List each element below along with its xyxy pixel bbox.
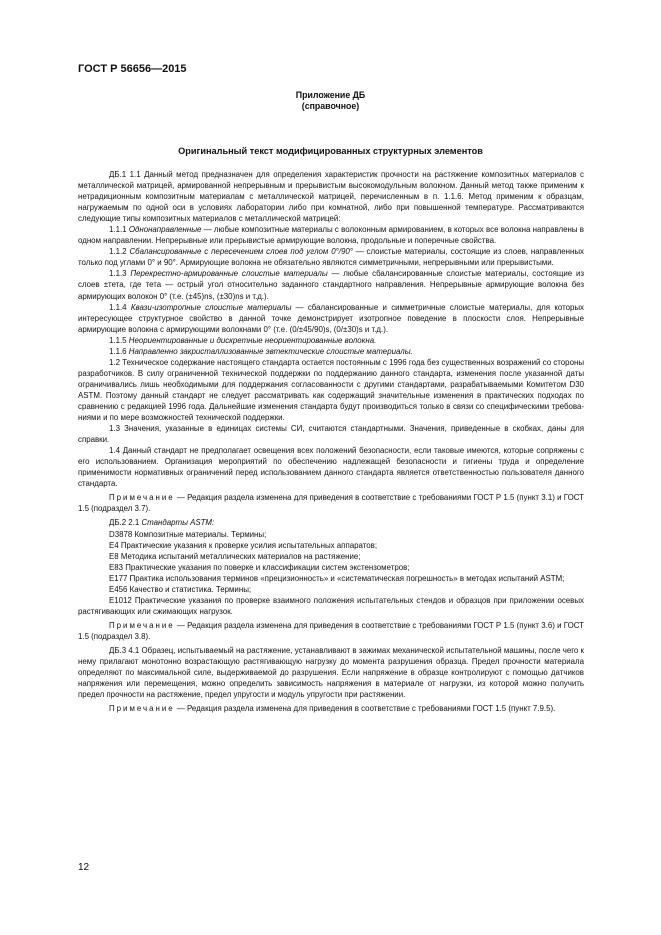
- paragraph: 1.3 Значения, указанные в единицах системы СИ, считаются стандартными. Значения, приведенные в скобках, даны для справки.: [78, 424, 584, 445]
- paragraph: E8 Методика испытаний металлических материалов на растяжение;: [109, 551, 361, 561]
- paragraph: 1.1.5 Неориентированные и дискретные неориентированные волокна.: [109, 335, 377, 345]
- paragraph: E1012 Практические указания по проверке взаимного положения испытательных стендов и образцов при приложении осевых растягивающих или сжимающих нагрузок.: [78, 595, 584, 616]
- paragraph: E177 Практика использования терминов «прецизионность» и «систематическая погрешность» в методах испытаний ASTM;: [109, 573, 565, 583]
- document-header: ГОСТ Р 56656—2015: [78, 63, 187, 75]
- paragraph: 1.1.2 Сбалансированные с пересечением слоев под углом 0°/90° — слоистые материалы, состоящие из слоев, направленных только под углами 0° и 90°. Армирующие волокна не обязательно являются симметричными, непрерывными или прерывистыми.: [78, 247, 585, 268]
- paragraph: 1.1.4 Квази-изотропные слоистые материалы — сбалансированные и симметричные слоистые материалы, для которых интересующее структурное свойство в данной точке демонстрирует изотропное поведение в плоскости слоя. Непрерывные армирующие волокна с армирующими волокнами 0° (т.е. (0/±45/90)s, (0/±30)s и т.д.).: [78, 302, 585, 334]
- note-label: Примечание: [109, 620, 175, 630]
- page-number: 12: [78, 862, 90, 873]
- paragraph: E4 Практические указания к проверке усилия испытательных аппаратов;: [109, 540, 378, 550]
- paragraph: 1.1.6 Направленно закристаллизованные эвтектические слоистые материалы.: [109, 346, 413, 356]
- note-label: Примечание: [109, 704, 175, 714]
- paragraph: 1.1.1 Однонаправленные — любые композитные материалы с волоконным армированием, в которых все волокна направлены в одном направлении. Непрерывные или прерывистые армирующие волокна, продольные и поперечные свойства.: [78, 225, 584, 246]
- note-label: Примечание: [109, 493, 175, 503]
- paragraph: ДБ.2 2.1 Стандарты ASTM:: [109, 518, 215, 528]
- appendix-subtitle: (справочное): [301, 101, 360, 111]
- paragraph: 1.4 Данный стандарт не предполагает освещения всех положений безопасности, если таковые имеются, которые сопряжены с его использованием. Организация мероприятий по обеспечению надлежащей безопасности и гигиены труда и определение применимости нормативных ограничений перед использованием данного стандарта является ответственностью пользователя данного стандарта.: [78, 446, 584, 489]
- document-body: [78, 169, 584, 714]
- paragraph: 1.2 Техническое содержание настоящего стандарта остается постоянным с 1996 года без существенных возражений со стороны разработчиков. В силу ограниченной технической поддержки по поддержанию данного стандарта, изменения после указанной даты ограничивались лишь необходимыми для поддержания согласованности с другими стандартами, разрабатываемыми Комитетом D30 ASTM. Поэтому данный стандарт не следует рассматривать как содержащий значительные изменения в практических подходах по сравнению с редакцией 1996 года. Дальнейшие изменения стандарта будут производиться только в связи со специфическими требованиями и по мере возможностей технической поддержки.: [78, 357, 584, 423]
- appendix-title: Приложение ДБ: [295, 90, 366, 100]
- paragraph: E456 Качество и статистика. Термины;: [109, 584, 252, 594]
- paragraph: ДБ.1 1.1 Данный метод предназначен для определения характеристик прочности на растяжение композитных материалов с металлической матрицей, армированной непрерывным и прерывистым высокомодульным волокном. Данный метод также применим к нетрадиционным композитным материалам с металлической матрицей, перечисленным в п. 1.1.6. Метод применим к образцам, нагружаемым по одной оси в условиях лаборатории либо при комнатной, либо при повышенной температуре. Рассматриваются следующие типы композитных материалов с металлической матрицей:: [78, 170, 584, 224]
- paragraph: ДБ.3 4.1 Образец, испытываемый на растяжение, устанавливают в зажимах механической испытательной машины, после чего к нему прилагают монотонно возрастающую растягивающую нагрузку до момента разрушения образца. Предел прочности материала определяют по максимальной силе, выдерживаемой до разрушения. Если напряжение в образце контролируют с помощью датчиков напряжения или перемещения, можно определить зависимость напряжения в материале от нагрузки, из которой можно получить предел прочности на растяжение, предел упругости и модуль упругости при растяжении.: [78, 645, 584, 700]
- paragraph: E83 Практические указания по поверке и классификации систем экстензометров;: [109, 562, 410, 572]
- note: Примечание — Редакция раздела изменена для приведения в соответствие с требованиями ГОСТ 1.5 (пункт 7.9.5).: [109, 704, 556, 714]
- section-title: Оригинальный текст модифицированных структурных элементов: [178, 146, 483, 156]
- paragraph: 1.1.3 Перекрестно-армированные слоистые материалы — любые сбалансированные слоистые материалы, состоящие из слоев ±тета, где тета — острый угол относительно заданного стандартного направления. Непрерывные армирующие волокна без армирующих волокон 0° (т.е. (±45)ns, (±30)ns и т.д.).: [78, 269, 584, 301]
- note: Примечание — Редакция раздела изменена для приведения в соответствие с требованиями ГОСТ Р 1.5 (пункт 3.6) и ГОСТ 1.5 (подраздел 3.8).: [78, 620, 584, 641]
- note: Примечание — Редакция раздела изменена для приведения в соответствие с требованиями ГОСТ Р 1.5 (пункт 3.1) и ГОСТ 1.5 (подраздел 3.7).: [78, 493, 584, 514]
- paragraph: D3878 Композитные материалы. Термины;: [109, 529, 267, 539]
